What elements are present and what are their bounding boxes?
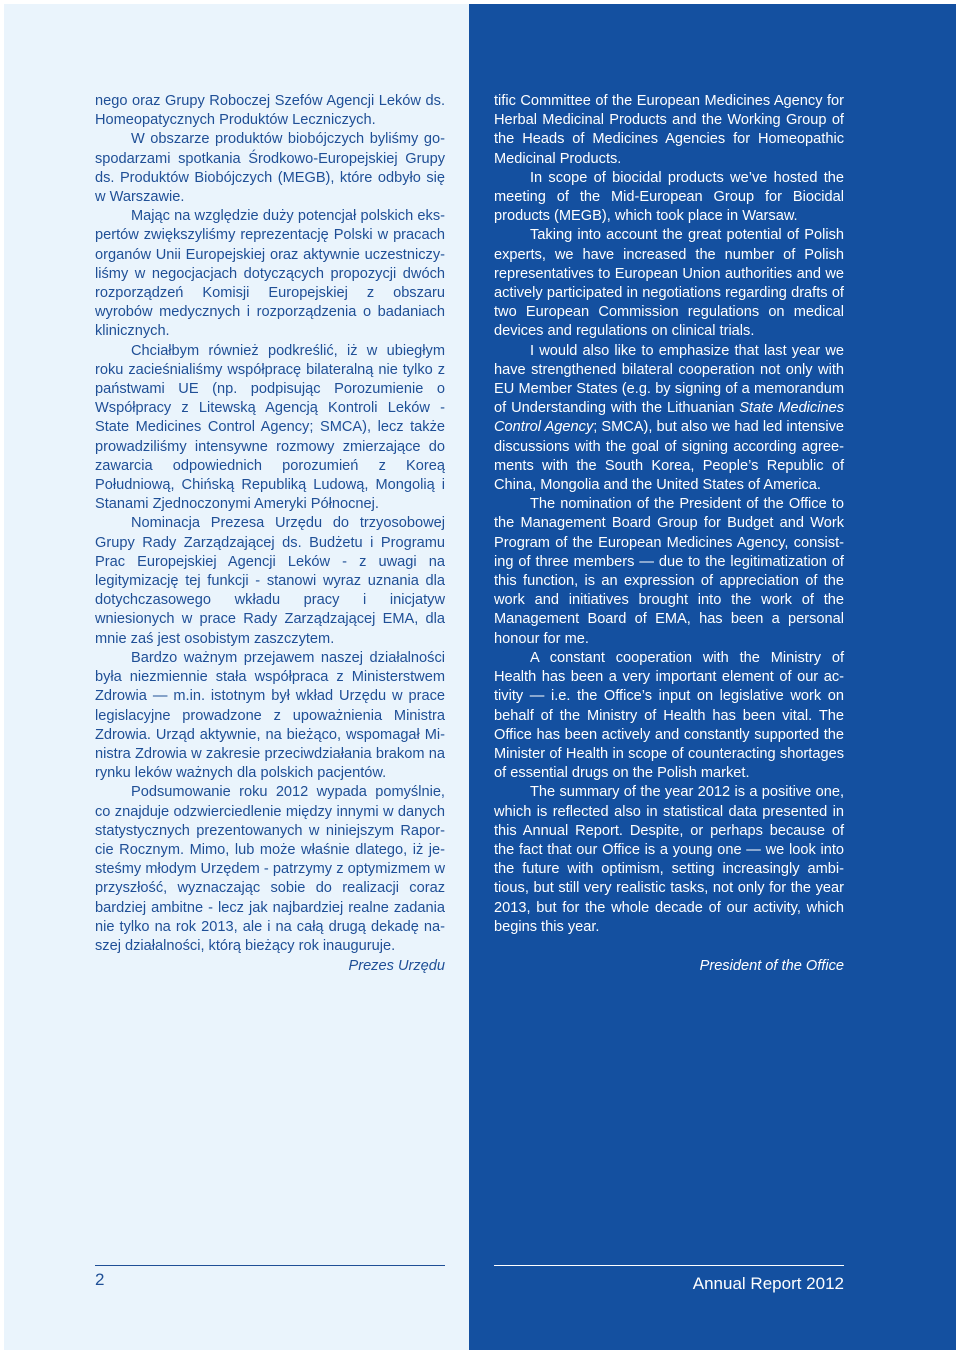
polish-paragraph: Nominacja Prezesa Urzędu do trzyosobowej Grupy Rady Zarządzającej ds. Budżetu i Programu Prac Europejskiej Agencji Leków - z uwagi na legitymizację tej funkcji - stanowi wyraz uznania dla dotychczasowego wkładu pracy i inicjatyw wniesionych w prace Rady Zarządzającej EMA, dla mnie zaś jest osobistym zaszczytem. [95,515,445,647]
footer-divider-left [95,1265,445,1266]
polish-paragraph: Podsumowanie roku 2012 wypada pomyślnie, co znajduje odzwierciedlenie między innymi w danych statystycznych prezentowanych w niniejszym Raporcie Rocznym. Mimo, lub może właśnie dlatego, iż jesteśmy młodym Urzędem - patrzymy z optymizmem w przyszłość, wyznaczając sobie do realizacji coraz bardziej ambitne - lecz jak najbardziej realne zadania nie tylko na rok 2013, ale i na całą drugą dekadę naszej działalności, którą bieżący rok inauguruje. [95,784,445,954]
english-paragraph: The nomination of the President of the Office to the Management Board Group for Budget and Work Program of the European Medicines Agency, consisting of three members — due to the legitimatization of this function, is an expression of appreciation of the work and initiatives brought into the work of the Management Board of EMA, has been a personal honour for me. [494,496,844,647]
english-text-column [494,92,844,937]
polish-signature: Prezes Urzędu [348,958,445,974]
polish-text-column [95,92,445,956]
paragraph-text: ; SMCA), but also we had led intensive discussions with the goal of signing according agreements with the South Korea, People’s Republic of China, Mongolia and the United States of America. [494,419,844,494]
polish-paragraph: Chciałbym również podkreślić, iż w ubiegłym roku zacieśnialiśmy współpracę bilateralną nie tylko z państwami UE (np. podpisując Porozumienie o Współpracy z Litewską Agencją Kontroli Leków - State Medicines Control Agency; SMCA), lecz także prowadziliśmy intensywne rozmowy zmierzające do zawarcia odpowiednich porozumień z Koreą Południową, Chińską Republiką Ludową, Mongolią i Stanami Zjednoczonymi Ameryki Północnej. [95,342,445,513]
polish-paragraph: W obszarze produktów biobójczych byliśmy gospodarzami spotkania Środkowo-Europejskiej Grupy ds. Produktów Biobójczych (MEGB), które odbyło się w Warszawie. [95,131,445,206]
footer-divider-right [494,1265,844,1266]
english-paragraph [494,342,844,496]
paragraph-text: I would also like to emphasize that last year we have strengthened bilateral cooperation not only with EU Member States (e.g. by signing of a memorandum of Understanding with the Lithuanian [494,342,844,417]
report-title: Annual Report 2012 [692,1274,844,1293]
polish-paragraph: nego oraz Grupy Roboczej Szefów Agencji Leków ds. Homeopatycznych Produktów Leczniczych. [95,93,445,129]
english-paragraph: In scope of biocidal products we’ve hosted the meeting of the Mid-European Group for Biocidal products (MEGB), which took place in Warsaw. [494,169,844,225]
page-number: 2 [95,1270,105,1289]
english-paragraph: A constant cooperation with the Ministry of Health has been a very important element of our activity — i.e. the Office’s input on legislative work on behalf of the Ministry of Health has been vital. The Office has been actively and constantly supported the Minister of Health in scope of counteracting shortages of essential drugs on the Polish market. [494,649,844,782]
polish-paragraph: Mając na względzie duży potencjał polskich ekspertów zwiększyliśmy reprezentację Polski w pracach organów Unii Europejskiej oraz aktywnie uczestniczyliśmy w negocjacjach dotyczących propozycji dwóch rozporządzeń Komisji Europejskiej z obszaru wyrobów medycznych i rozporządzenia o badaniach klinicznych. [95,208,445,340]
polish-paragraph: Bardzo ważnym przejawem naszej działalności była niezmiennie stała współpraca z Ministerstwem Zdrowia — m.in. istotnym był wkład Urzędu w prace legislacyjne prowadzone z upoważnienia Ministra Zdrowia. Urząd aktywnie, na bieżąco, wspomagał Ministra Zdrowia w zakresie przeciwdziałania brakom na rynku leków ważnych dla polskich pacjentów. [95,649,445,782]
english-paragraph: tific Committee of the European Medicines Agency for Herbal Medicinal Products and the Working Group of the Heads of Medicines Agencies for Homeopathic Medicinal Products. [494,93,844,167]
agency-name-italic: State Medicines Control Agency [494,400,844,436]
english-signature: President of the Office [699,958,844,974]
english-paragraph: The summary of the year 2012 is a positive one, which is reflected also in statistical data presented in this Annual Report. Despite, or perhaps because of the fact that our Office is a young one — we look into the future with optimism, setting increasingly ambitious, but still very realistic tasks, not only for the year 2013, but for the whole decade of our activity, which begins this year. [494,784,844,935]
english-paragraph: Taking into account the great potential of Polish experts, we have increased the number of Polish representatives to European Union authorities and we actively participated in negotiations regarding drafts of two European Commission regulations on medical devices and regulations on clinical trials. [494,227,844,340]
